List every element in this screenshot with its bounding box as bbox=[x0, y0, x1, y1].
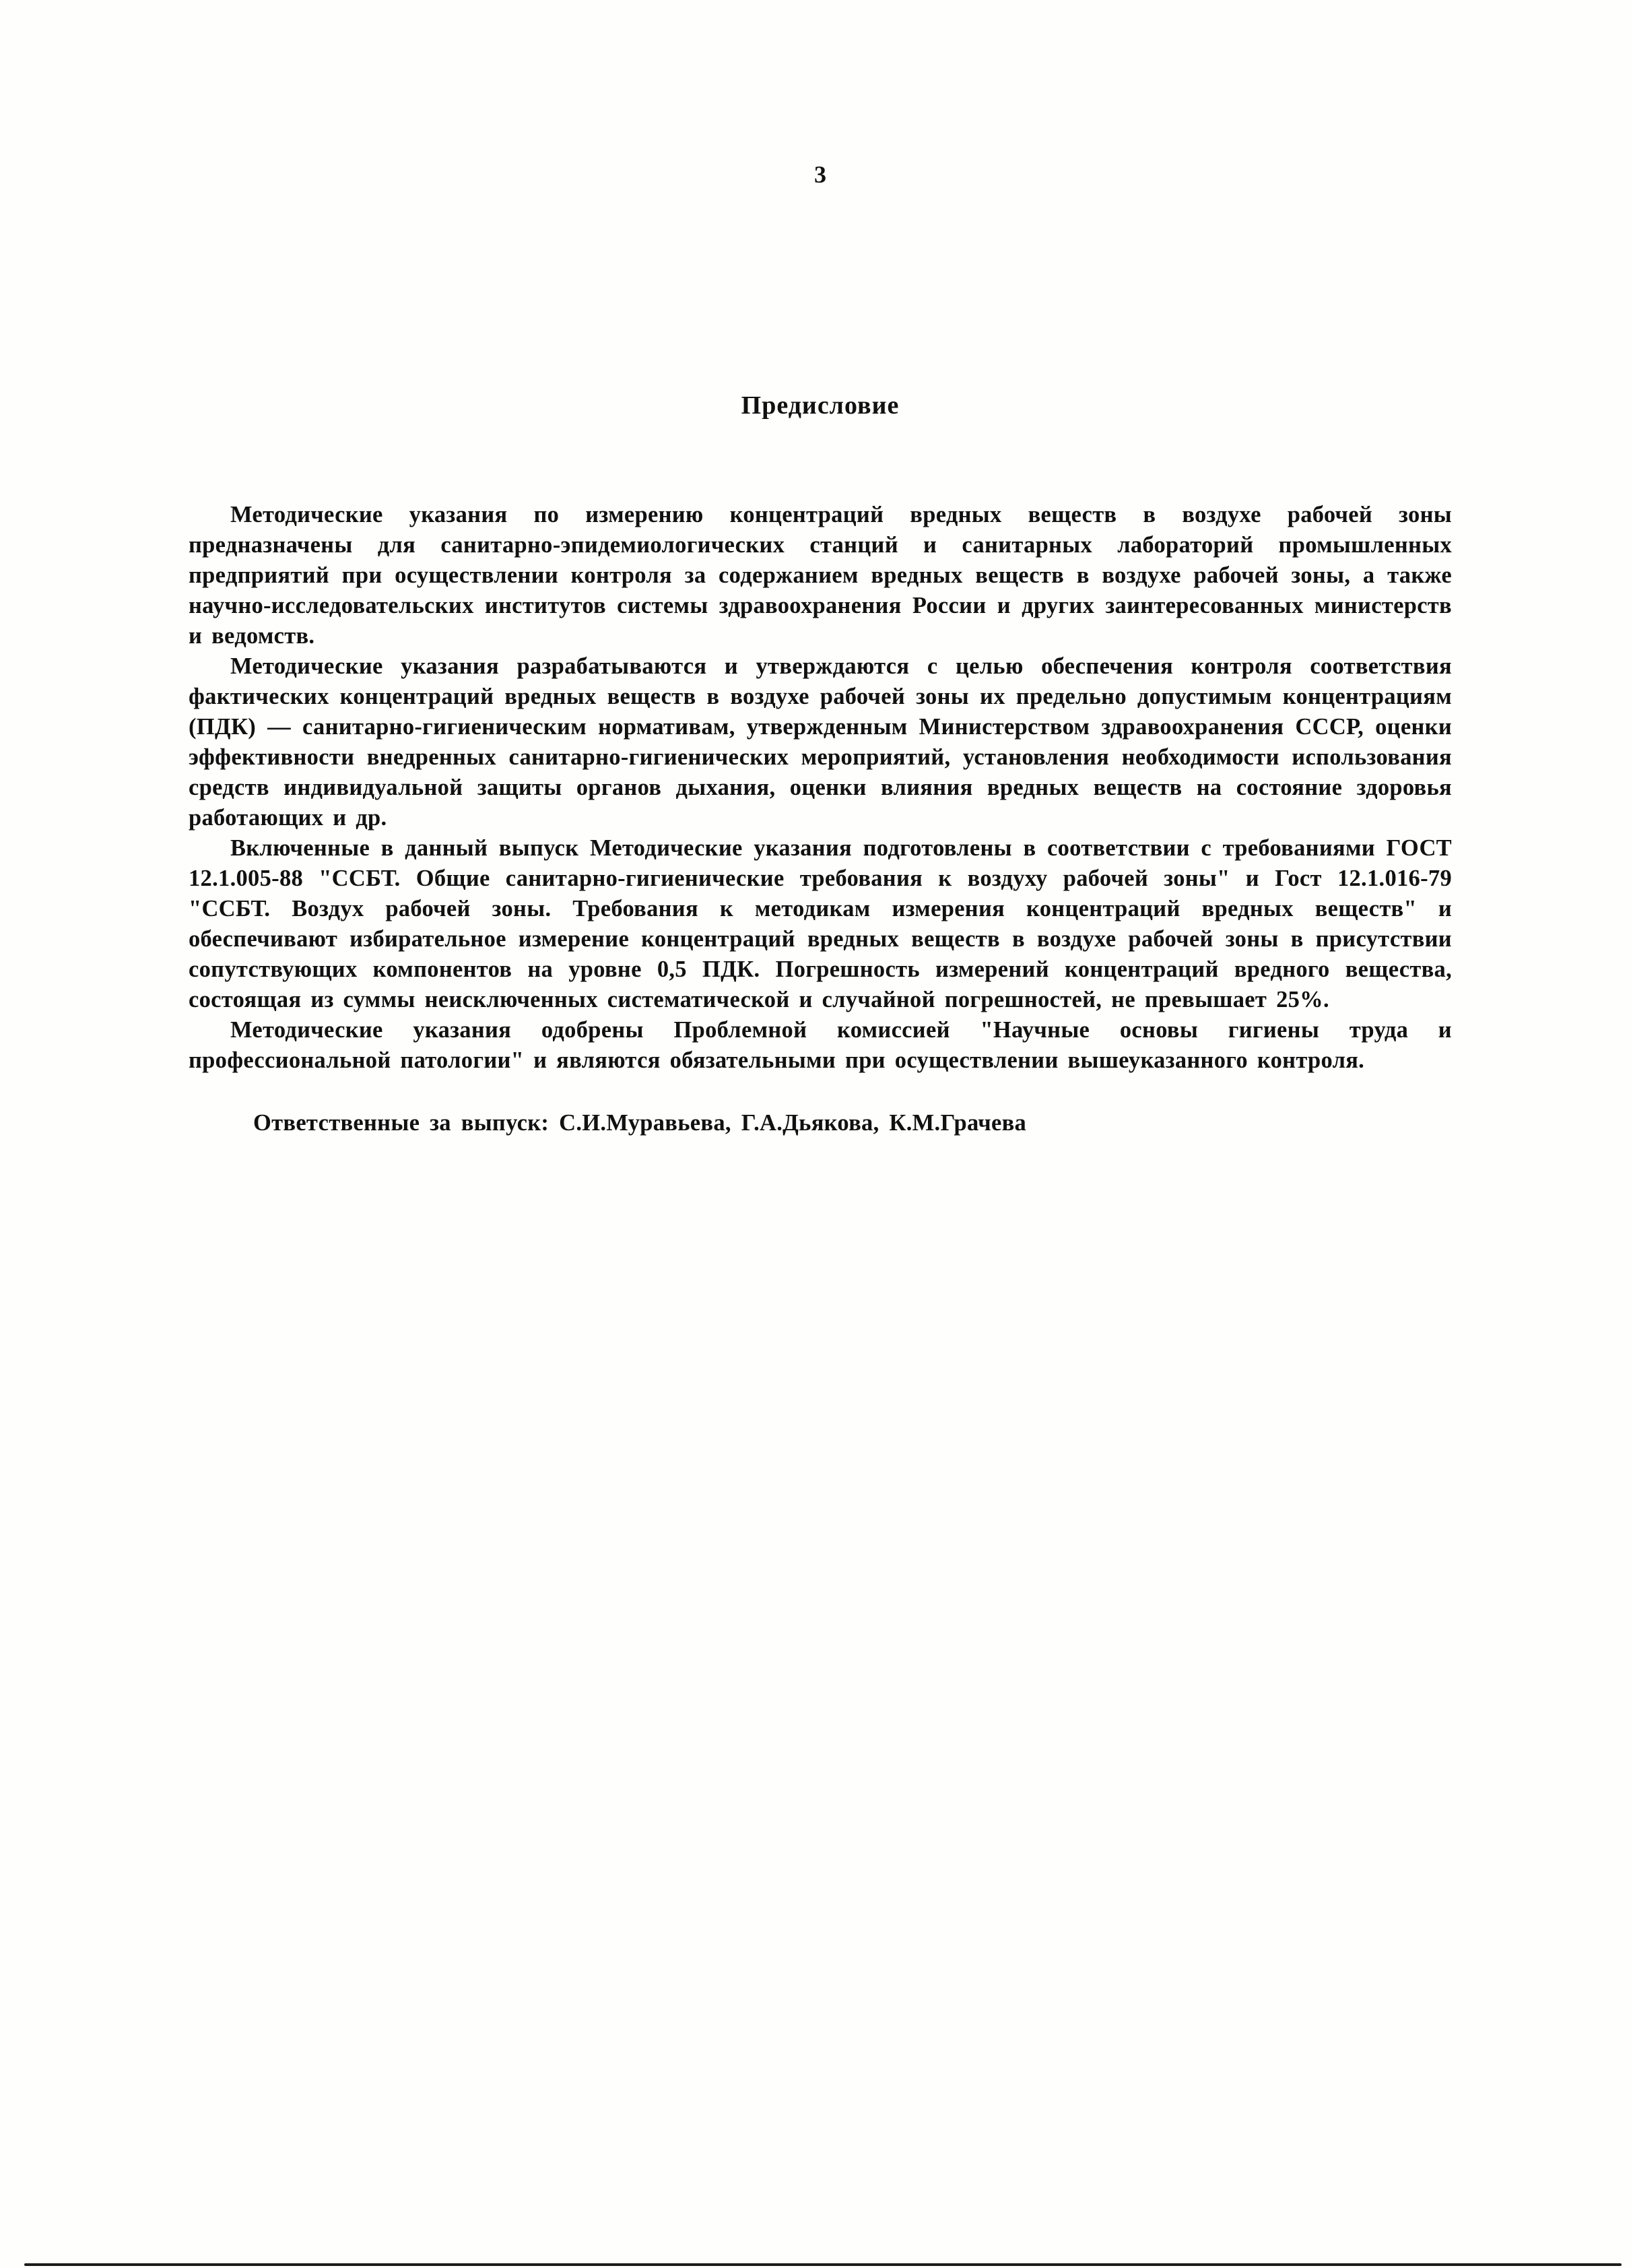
scan-artifact-line bbox=[24, 2263, 1622, 2266]
text-block bbox=[189, 0, 1452, 1138]
preface-title: Предисловие bbox=[741, 391, 900, 420]
responsible-line: Ответственные за выпуск: С.И.Муравьева, Г.А.Дьякова, К.М.Грачева bbox=[253, 1110, 1027, 1136]
paragraph-4: Методические указания одобрены Проблемной комиссией "Научные основы гигиены труда и профессиональной патологии" и являются обязательными при осуществлении вышеуказанного контроля. bbox=[189, 1017, 1452, 1073]
page-number: 3 bbox=[814, 161, 826, 188]
paragraph-3: Включенные в данный выпуск Методические указания подготовлены в соответствии с требованиями ГОСТ 12.1.005-88 "ССБТ. Общие санитарно-гигиенические требования к воздуху рабочей зоны" и Гост 12.1.016-79 "ССБТ. Воздух рабочей зоны. Требования к методикам измерения концентраций вредных веществ" и обеспечивают избирательное измерение концентраций вредных веществ в воздухе рабочей зоны в присутствии сопутствующих компонентов на уровне 0,5 ПДК. Погрешность измерений концентраций вредного вещества, состоящая из суммы неисключенных систематической и случайной погрешностей, не превышает 25%. bbox=[189, 835, 1452, 1012]
paragraph-1: Методические указания по измерению концентраций вредных веществ в воздухе рабочей зоны предназначены для санитарно-эпидемиологических станций и санитарных лабораторий промышленных предприятий при осуществлении контроля за содержанием вредных веществ в воздухе рабочей зоны, а также научно-исследовательских институтов системы здравоохранения России и других заинтересованных министерств и ведомств. bbox=[189, 502, 1452, 649]
paragraph-2: Методические указания разрабатываются и утверждаются с целью обеспечения контроля соответствия фактических концентраций вредных веществ в воздухе рабочей зоны их предельно допустимым концентрациям (ПДК) — санитарно-гигиеническим нормативам, утвержденным Министерством здравоохранения СССР, оценки эффективности внедренных санитарно-гигиенических мероприятий, установления необходимости использования средств индивидуальной защиты органов дыхания, оценки влияния вредных веществ на состояние здоровья работающих и др. bbox=[189, 653, 1452, 831]
body-paragraphs bbox=[189, 500, 1452, 1076]
